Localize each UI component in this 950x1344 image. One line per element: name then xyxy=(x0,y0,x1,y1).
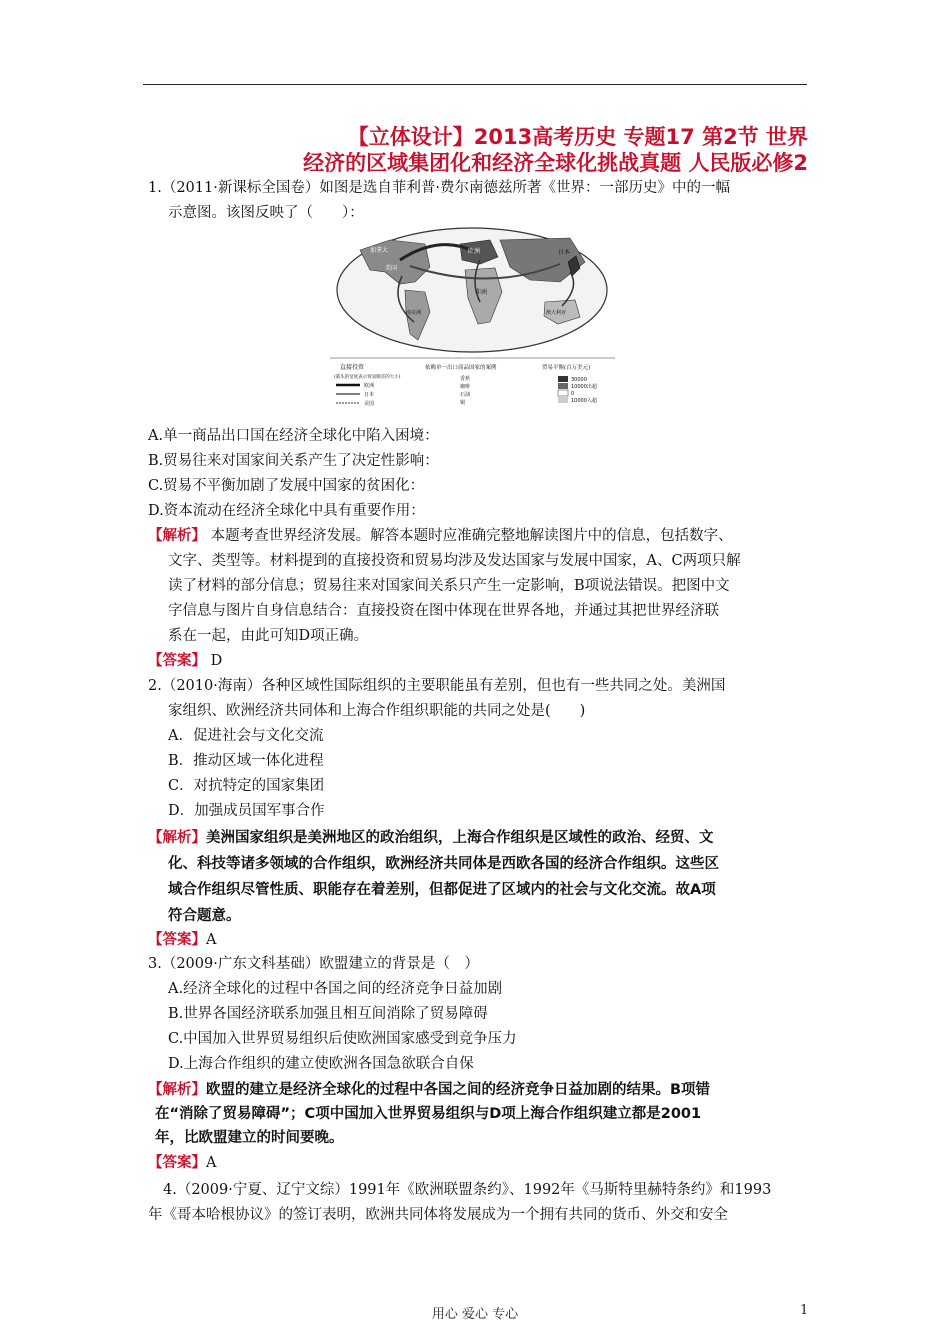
legend-c-item-2: 10000出超 xyxy=(571,384,597,390)
q2-analysis-line-2: 化、科技等诸多领域的合作组织，欧洲经济共同体是西欧各国的经济合作组织。这些区 xyxy=(168,856,719,872)
q3-analysis-line-3: 年，比欧盟建立的时间要晚。 xyxy=(155,1130,344,1146)
q1-analysis-line-2: 文字、类型等。材料提到的直接投资和贸易均涉及发达国家与发展中国家，A、C两项只解 xyxy=(168,553,741,569)
region-label-australia: 澳大利亚 xyxy=(546,310,567,316)
legend-c-title: 贸易平衡(百万美元) xyxy=(542,365,591,371)
region-label-canada: 加拿大 xyxy=(370,247,389,254)
legend-a-japan: 日本 xyxy=(364,392,375,398)
legend-b-title: 依赖单一出口商品国家的案例 xyxy=(425,365,497,371)
q2-stem-2: 家组织、欧洲经济共同体和上海合作组织职能的共同之处是( ) xyxy=(168,703,586,719)
legend-c-item-4: 10000入超 xyxy=(571,398,597,404)
q3-answer-line xyxy=(148,1153,216,1173)
q2-answer-tag: 【答案】 xyxy=(148,932,206,948)
q2-analysis-line-4: 符合题意。 xyxy=(168,908,241,924)
region-label-africa: 非洲 xyxy=(475,289,488,296)
q2-option-c: C．对抗特定的国家集团 xyxy=(168,778,325,794)
q1-stem-1: 1.（2011·新课标全国卷）如图是选自菲利普·费尔南德兹所著《世界：一部历史》中的一幅 xyxy=(148,180,730,196)
q1-analysis-text-1: 本题考查世界经济发展。解答本题时应准确完整地解读图片中的信息，包括数字、 xyxy=(210,528,733,544)
legend-c-item-1: 30000 xyxy=(571,377,587,383)
q1-stem-2: 示意图。该图反映了（ ）： xyxy=(168,205,364,221)
q1-answer-line xyxy=(148,651,222,671)
world-trade-map xyxy=(330,222,615,412)
q3-answer-tag: 【答案】 xyxy=(148,1155,206,1171)
q3-stem: 3.（2009·广东文科基础）欧盟建立的背景是（ ） xyxy=(148,956,479,972)
legend-b-coffee: 咖啡 xyxy=(460,384,471,390)
q1-analysis-line-5: 系在一起，由此可知D项正确。 xyxy=(168,628,369,644)
q3-analysis-line-1 xyxy=(148,1080,710,1100)
q3-analysis-line-2: 在“消除了贸易障碍”；C项中国加入世界贸易组织与D项上海合作组织建立都是2001 xyxy=(155,1106,702,1122)
q3-answer-value: A xyxy=(206,1155,217,1171)
q1-analysis-line-1 xyxy=(148,526,733,546)
q2-stem-1: 2.（2010·海南）各种区域性国际组织的主要职能虽有差别，但也有一些共同之处。美洲国 xyxy=(148,678,726,694)
legend-b-copper: 铜 xyxy=(460,400,466,406)
q2-answer-value: A xyxy=(206,932,217,948)
q4-stem-2: 年《哥本哈根协议》的签订表明，欧洲共同体将发展成为一个拥有共同的货币、外交和安全 xyxy=(148,1207,728,1223)
q3-analysis-tag: 【解析】 xyxy=(148,1082,206,1098)
q1-option-d: D.资本流动在经济全球化中具有重要作用： xyxy=(148,503,425,519)
region-label-europe: 欧洲 xyxy=(468,248,481,255)
region-label-usa: 美国 xyxy=(385,265,398,272)
q1-analysis-tag: 【解析】 xyxy=(148,528,206,544)
q1-analysis-line-4: 字信息与图片自身信息结合：直接投资在图中体现在世界各地，并通过其把世界经济联 xyxy=(168,603,719,619)
q1-analysis-line-3: 读了材料的部分信息；贸易往来对国家间关系只产生一定影响，B项说法错误。把图中文 xyxy=(168,578,730,594)
q3-option-c: C.中国加入世界贸易组织后使欧洲国家感受到竞争压力 xyxy=(168,1031,517,1047)
legend-a-europe: 欧洲 xyxy=(364,383,375,389)
legend-c-swatch-2 xyxy=(558,383,568,389)
q2-option-d: D．加强成员国军事合作 xyxy=(168,803,325,819)
q2-analysis-line-3: 域合作组织尽管性质、职能存在着差别，但都促进了区域内的社会与文化交流。故A项 xyxy=(168,882,716,898)
region-label-japan: 日本 xyxy=(558,249,571,256)
q2-analysis-line-1 xyxy=(148,828,714,848)
legend-b-banana: 香蕉 xyxy=(460,376,471,382)
q1-option-b: B.贸易往来对国家间关系产生了决定性影响： xyxy=(148,453,439,469)
q2-answer-line xyxy=(148,930,216,950)
q2-option-a: A．促进社会与文化交流 xyxy=(168,728,324,744)
q3-analysis-text-1: 欧盟的建立是经济全球化的过程中各国之间的经济竞争日益加剧的结果。B项错 xyxy=(206,1082,711,1098)
q4-stem-1: 4.（2009·宁夏、辽宁文综）1991年《欧洲联盟条约》、1992年《马斯特里赫特条约》和1993 xyxy=(163,1182,772,1198)
legend-c-swatch-3 xyxy=(558,390,568,396)
q2-analysis-tag: 【解析】 xyxy=(148,830,206,846)
q3-option-d: D.上海合作组织的建立使欧洲各国急欲联合自保 xyxy=(168,1056,474,1072)
legend-c-swatch-1 xyxy=(558,376,568,382)
page-title-line-2: 经济的区域集团化和经济全球化挑战真题 人民版必修2 xyxy=(303,151,808,175)
legend-a-title: 直接投资 xyxy=(340,364,365,371)
q1-option-c: C.贸易不平衡加剧了发展中国家的贫困化： xyxy=(148,478,425,494)
legend-a-usa: 美国 xyxy=(364,401,375,407)
page-footer: 用心 爱心 专心 xyxy=(431,1307,519,1322)
q1-answer-value: D xyxy=(210,653,223,669)
q2-analysis-text-1: 美洲国家组织是美洲地区的政治组织，上海合作组织是区域性的政治、经贸、文 xyxy=(206,830,714,846)
page-number: 1 xyxy=(800,1303,809,1318)
q3-option-b: B.世界各国经济联系加强且相互间消除了贸易障碍 xyxy=(168,1006,488,1022)
q1-option-a: A.单一商品出口国在经济全球化中陷入困境： xyxy=(148,428,439,444)
q1-answer-tag: 【答案】 xyxy=(148,653,206,669)
legend-b-oil: 石油 xyxy=(460,392,471,398)
q2-option-b: B．推动区域一体化进程 xyxy=(168,753,324,769)
legend-a-subtitle: (箭头的宽度表示贸易顺差的大小) xyxy=(334,375,401,380)
header-rule xyxy=(143,84,807,85)
legend-c-item-3: 0 xyxy=(571,391,575,397)
page-title-line-1: 【立体设计】2013高考历史 专题17 第2节 世界 xyxy=(347,125,808,149)
region-label-south-america: 南美洲 xyxy=(406,310,422,316)
legend-c-swatch-4 xyxy=(558,397,568,403)
q3-option-a: A.经济全球化的过程中各国之间的经济竞争日益加剧 xyxy=(168,981,503,997)
